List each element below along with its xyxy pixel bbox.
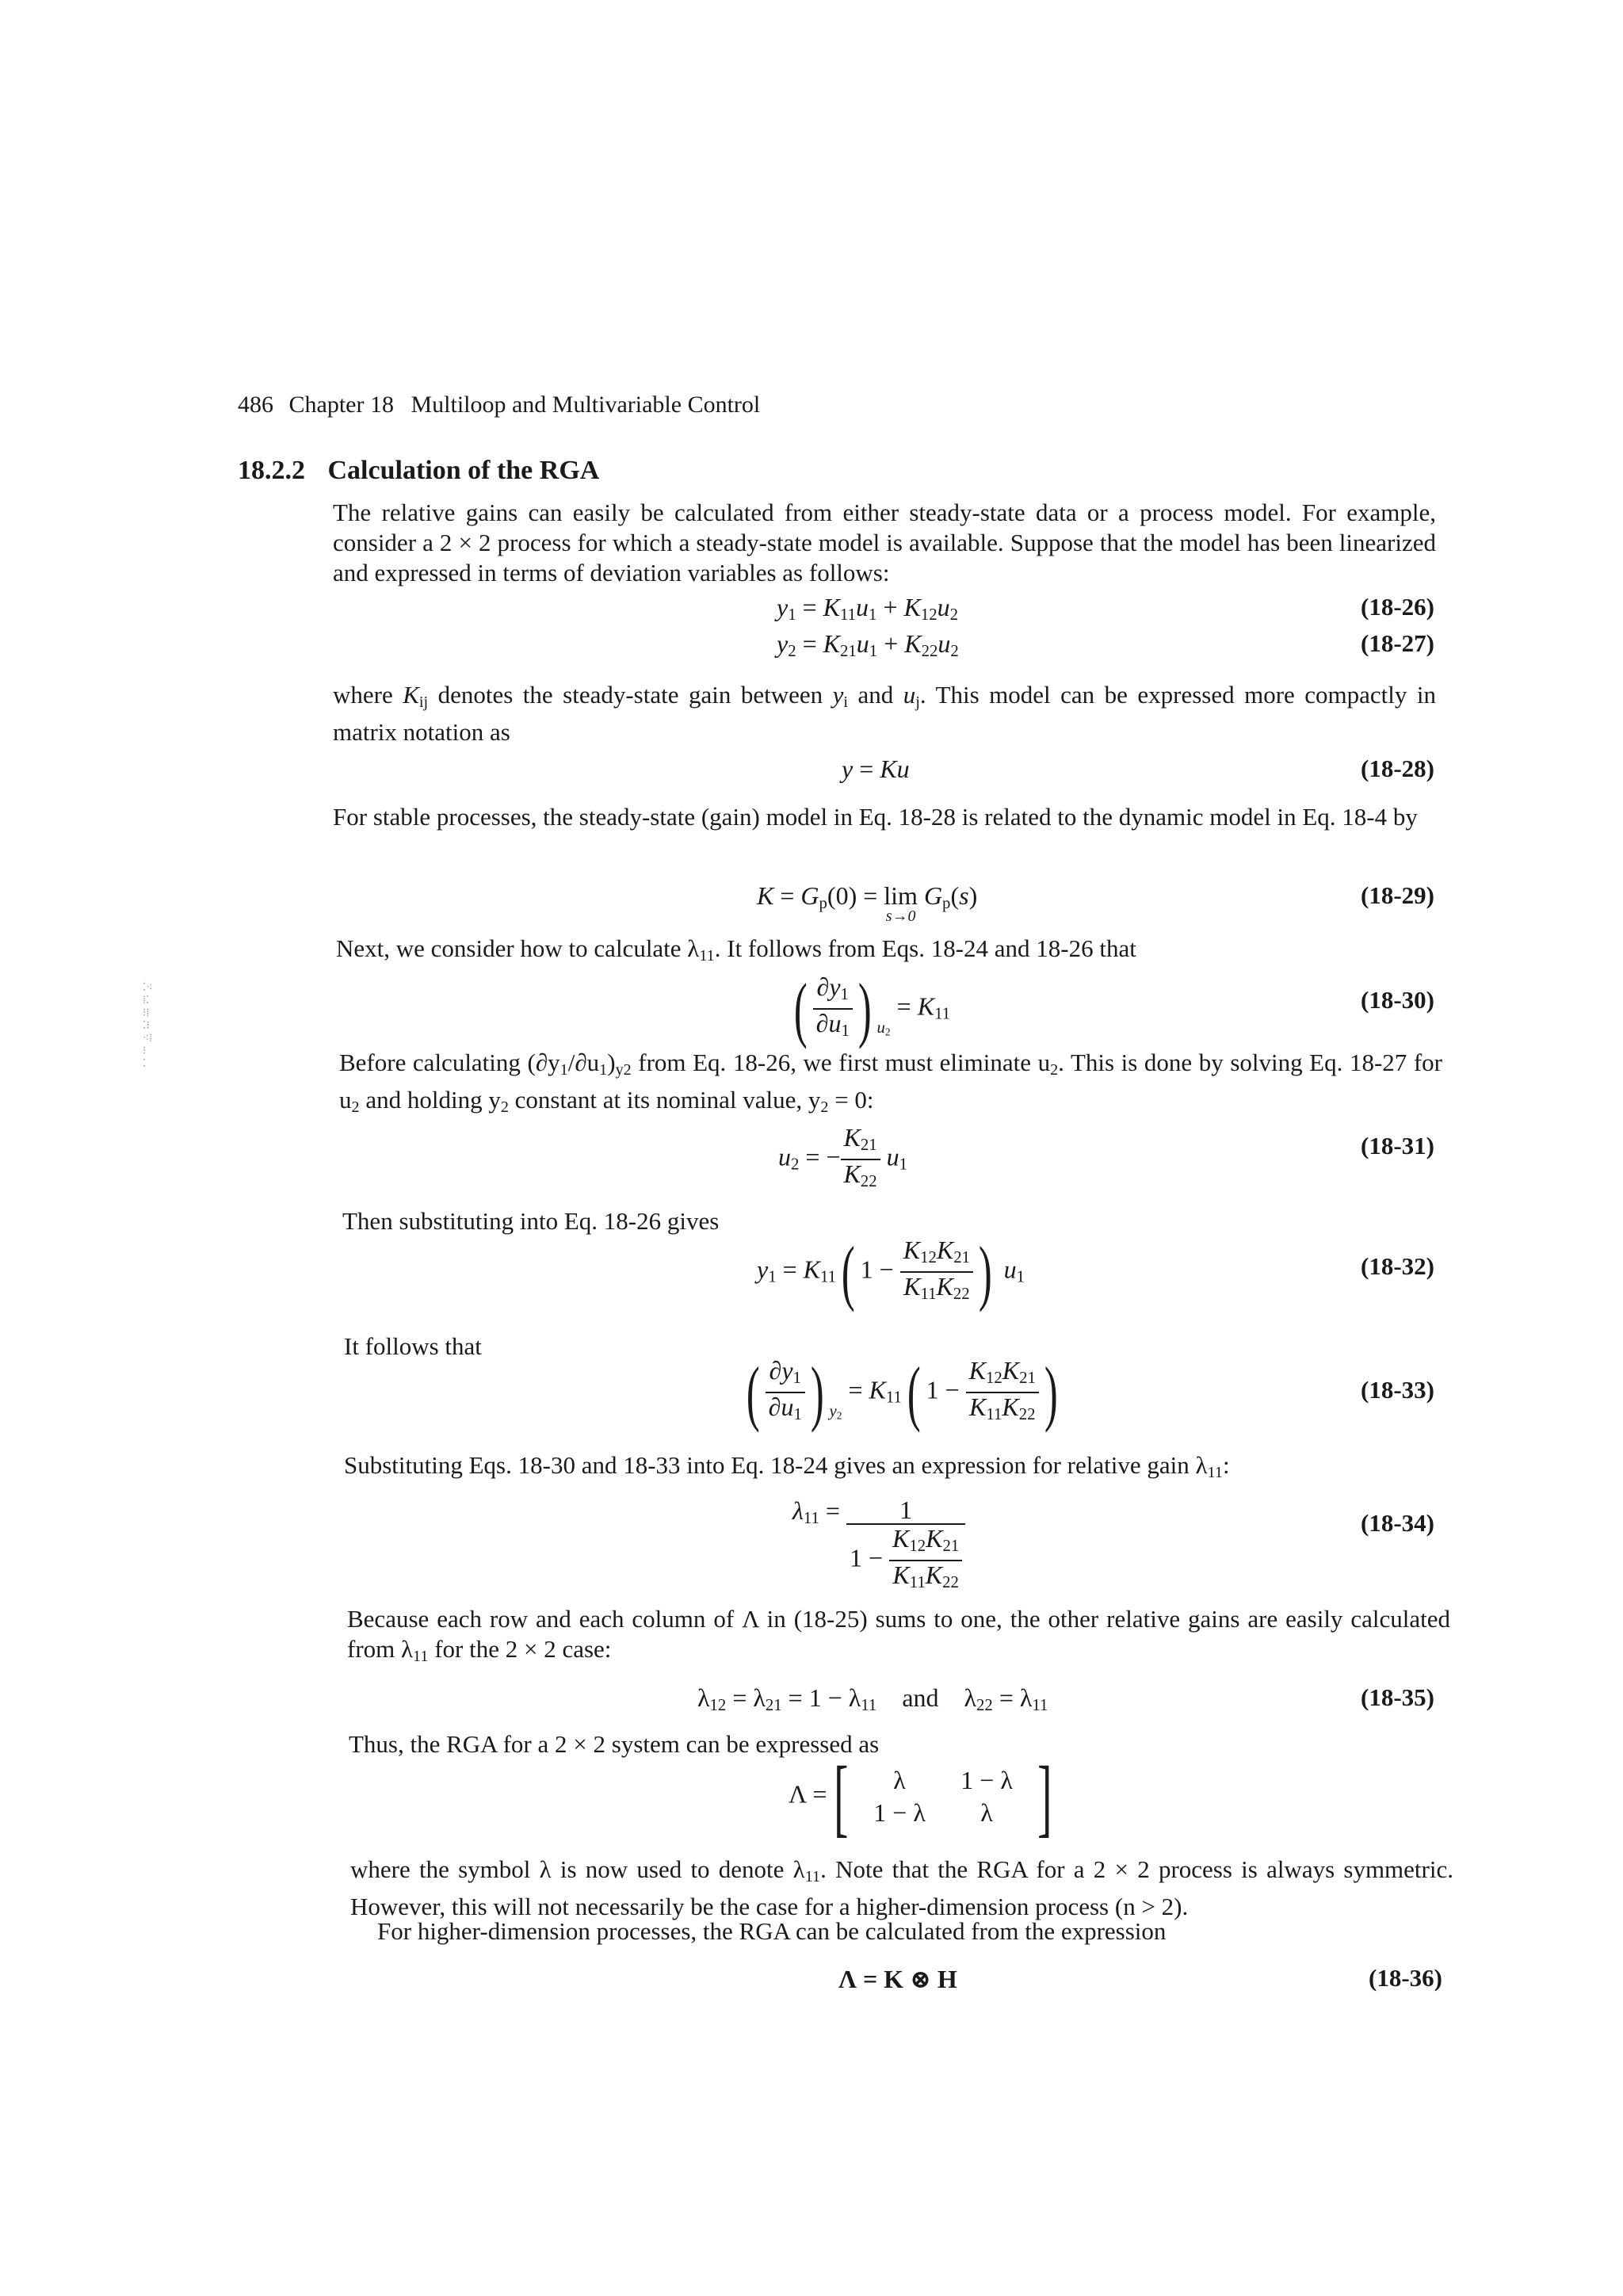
eqnum-18-31: (18-31): [1361, 1132, 1434, 1159]
and-word: and: [902, 1683, 939, 1712]
chapter-title: Multiloop and Multivariable Control: [411, 392, 761, 418]
intro-paragraph: The relative gains can easily be calculated from either steady-state data or a process model. For example, consider a 2 × 2 process for which a steady-state model is available. Suppose that the model has been linearized and expressed in terms of deviation variables as follows:: [333, 499, 1436, 586]
kij-paragraph: where $K_{ij}$ denotes the steady-state gain between $y_i$ and $u_j$. This model can be expressed more compactly in matrix notation as: [333, 681, 1437, 747]
eqnum-18-28: (18-28): [1361, 755, 1434, 782]
section-heading: [238, 456, 599, 486]
equation-18-26: $y_1 = K_{11}u_1 + K_{12}u_2$: [777, 593, 959, 625]
equation-18-36: Λ = K ⊗ H: [838, 1965, 957, 1993]
before-paragraph: Before calculating $(\partial y_1/\partial u_1)_{y2}$ from Eq. 18-26, we first must eliminate $u_2$. This is done by solving Eq. 18-27 for $u_2$ and holding $y_2$ constant at its nominal value, $y_2 = 0$:: [339, 1049, 1443, 1117]
equation-18-34: $\lambda_{11}$ = 1 1 − $\frac{K_{12}K_{21}}{K_{11}K_{22}}$: [792, 1496, 965, 1596]
section-number: 18.2.2: [238, 456, 305, 485]
substituting-paragraph: Substituting Eqs. 18-30 and 18-33 into Eq. 18-24 gives an expression for relative gain $\lambda_{11}$:: [344, 1451, 1230, 1482]
eqnum-18-33: (18-33): [1361, 1376, 1434, 1404]
thus-paragraph: Thus, the RGA for a 2 × 2 system can be expressed as: [349, 1730, 880, 1758]
eqnum-18-30: (18-30): [1361, 986, 1434, 1014]
section-title: Calculation of the RGA: [327, 456, 600, 485]
chapter-label: Chapter 18: [288, 392, 394, 418]
equation-18-31: $u_2$ = − $\frac{K_{21}}{K_{22}}$ $u_1$: [778, 1123, 908, 1191]
matrix-cell-11: λ: [893, 1766, 906, 1794]
eqnum-18-29: (18-29): [1361, 881, 1434, 909]
equation-18-35: $\lambda_{12} = \lambda_{21} = 1 - \lambda_{11}$ and $\lambda_{22} = \lambda_{11}$: [697, 1683, 1048, 1715]
equation-18-33: ( $\frac{\partial y_1}{\partial u_1}$ ) $_{y_2} = K_{11}$( 1 − $\frac{K_{12}K_{21}}{K_{11}K_{22}}$ ): [746, 1352, 1058, 1434]
rga-matrix-equation: Λ =[ λ 1 − λ 1 − λ λ ]: [789, 1748, 1052, 1845]
eqnum-18-35: (18-35): [1361, 1683, 1434, 1711]
equation-18-30: ( $\frac{\partial y_1}{\partial u_1}$ ) $_{u_2} = K_{11}$: [793, 968, 951, 1050]
eqnum-18-36: (18-36): [1369, 1964, 1442, 1992]
matrix-cell-21: 1 − λ: [873, 1798, 926, 1827]
eqnum-18-27: (18-27): [1361, 629, 1434, 657]
next-paragraph: Next, we consider how to calculate $\lambda_{11}$. It follows from Eqs. 18-24 and 18-26 that: [336, 934, 1136, 965]
eqnum-18-26: (18-26): [1361, 593, 1434, 621]
it-follows-text: It follows that: [344, 1332, 482, 1360]
equation-18-28: y = Ku: [842, 755, 910, 783]
matrix-cell-22: λ: [980, 1798, 993, 1827]
scan-margin-marks: ⁚⁖ ⁞⁚ ⁝⁞ ⁚⁝ ⁖⁞ ⁝ ⁚: [143, 981, 153, 1070]
matrix-cell-12: 1 − λ: [960, 1766, 1013, 1794]
eqnum-18-32: (18-32): [1361, 1252, 1434, 1280]
higher-dimension-paragraph: For higher-dimension processes, the RGA can be calculated from the expression: [377, 1917, 1167, 1945]
eqnum-18-34: (18-34): [1361, 1509, 1434, 1537]
stable-paragraph: For stable processes, the steady-state (gain) model in Eq. 18-28 is related to the dynamic model in Eq. 18-4 by: [333, 803, 1418, 831]
because-paragraph: Because each row and each column of Λ in (18-25) sums to one, the other relative gains are easily calculated from $\lambda_{11}$ for the 2 × 2 case:: [347, 1605, 1450, 1666]
then-substituting-text: Then substituting into Eq. 18-26 gives: [342, 1207, 720, 1235]
equation-18-27: $y_2 = K_{21}u_1 + K_{22}u_2$: [777, 629, 959, 661]
equation-18-29: $K = G_p(0) = \lim$ s→0 $G_p(s)$: [757, 881, 978, 925]
running-header: [238, 392, 760, 418]
page-number: 486: [238, 392, 273, 418]
equation-18-32: $y_1 = K_{11}$( 1 − $\frac{K_{12}K_{21}}{K_{11}K_{22}}$ ) $u_1$: [757, 1232, 1025, 1313]
symbol-paragraph: where the symbol λ is now used to denote $\lambda_{11}$. Note that the RGA for a 2 × 2 process is always symmetric. However, this will not necessarily be the case for a higher-dimension process (n > 2).: [350, 1855, 1453, 1921]
rga-matrix: [856, 1766, 1030, 1828]
